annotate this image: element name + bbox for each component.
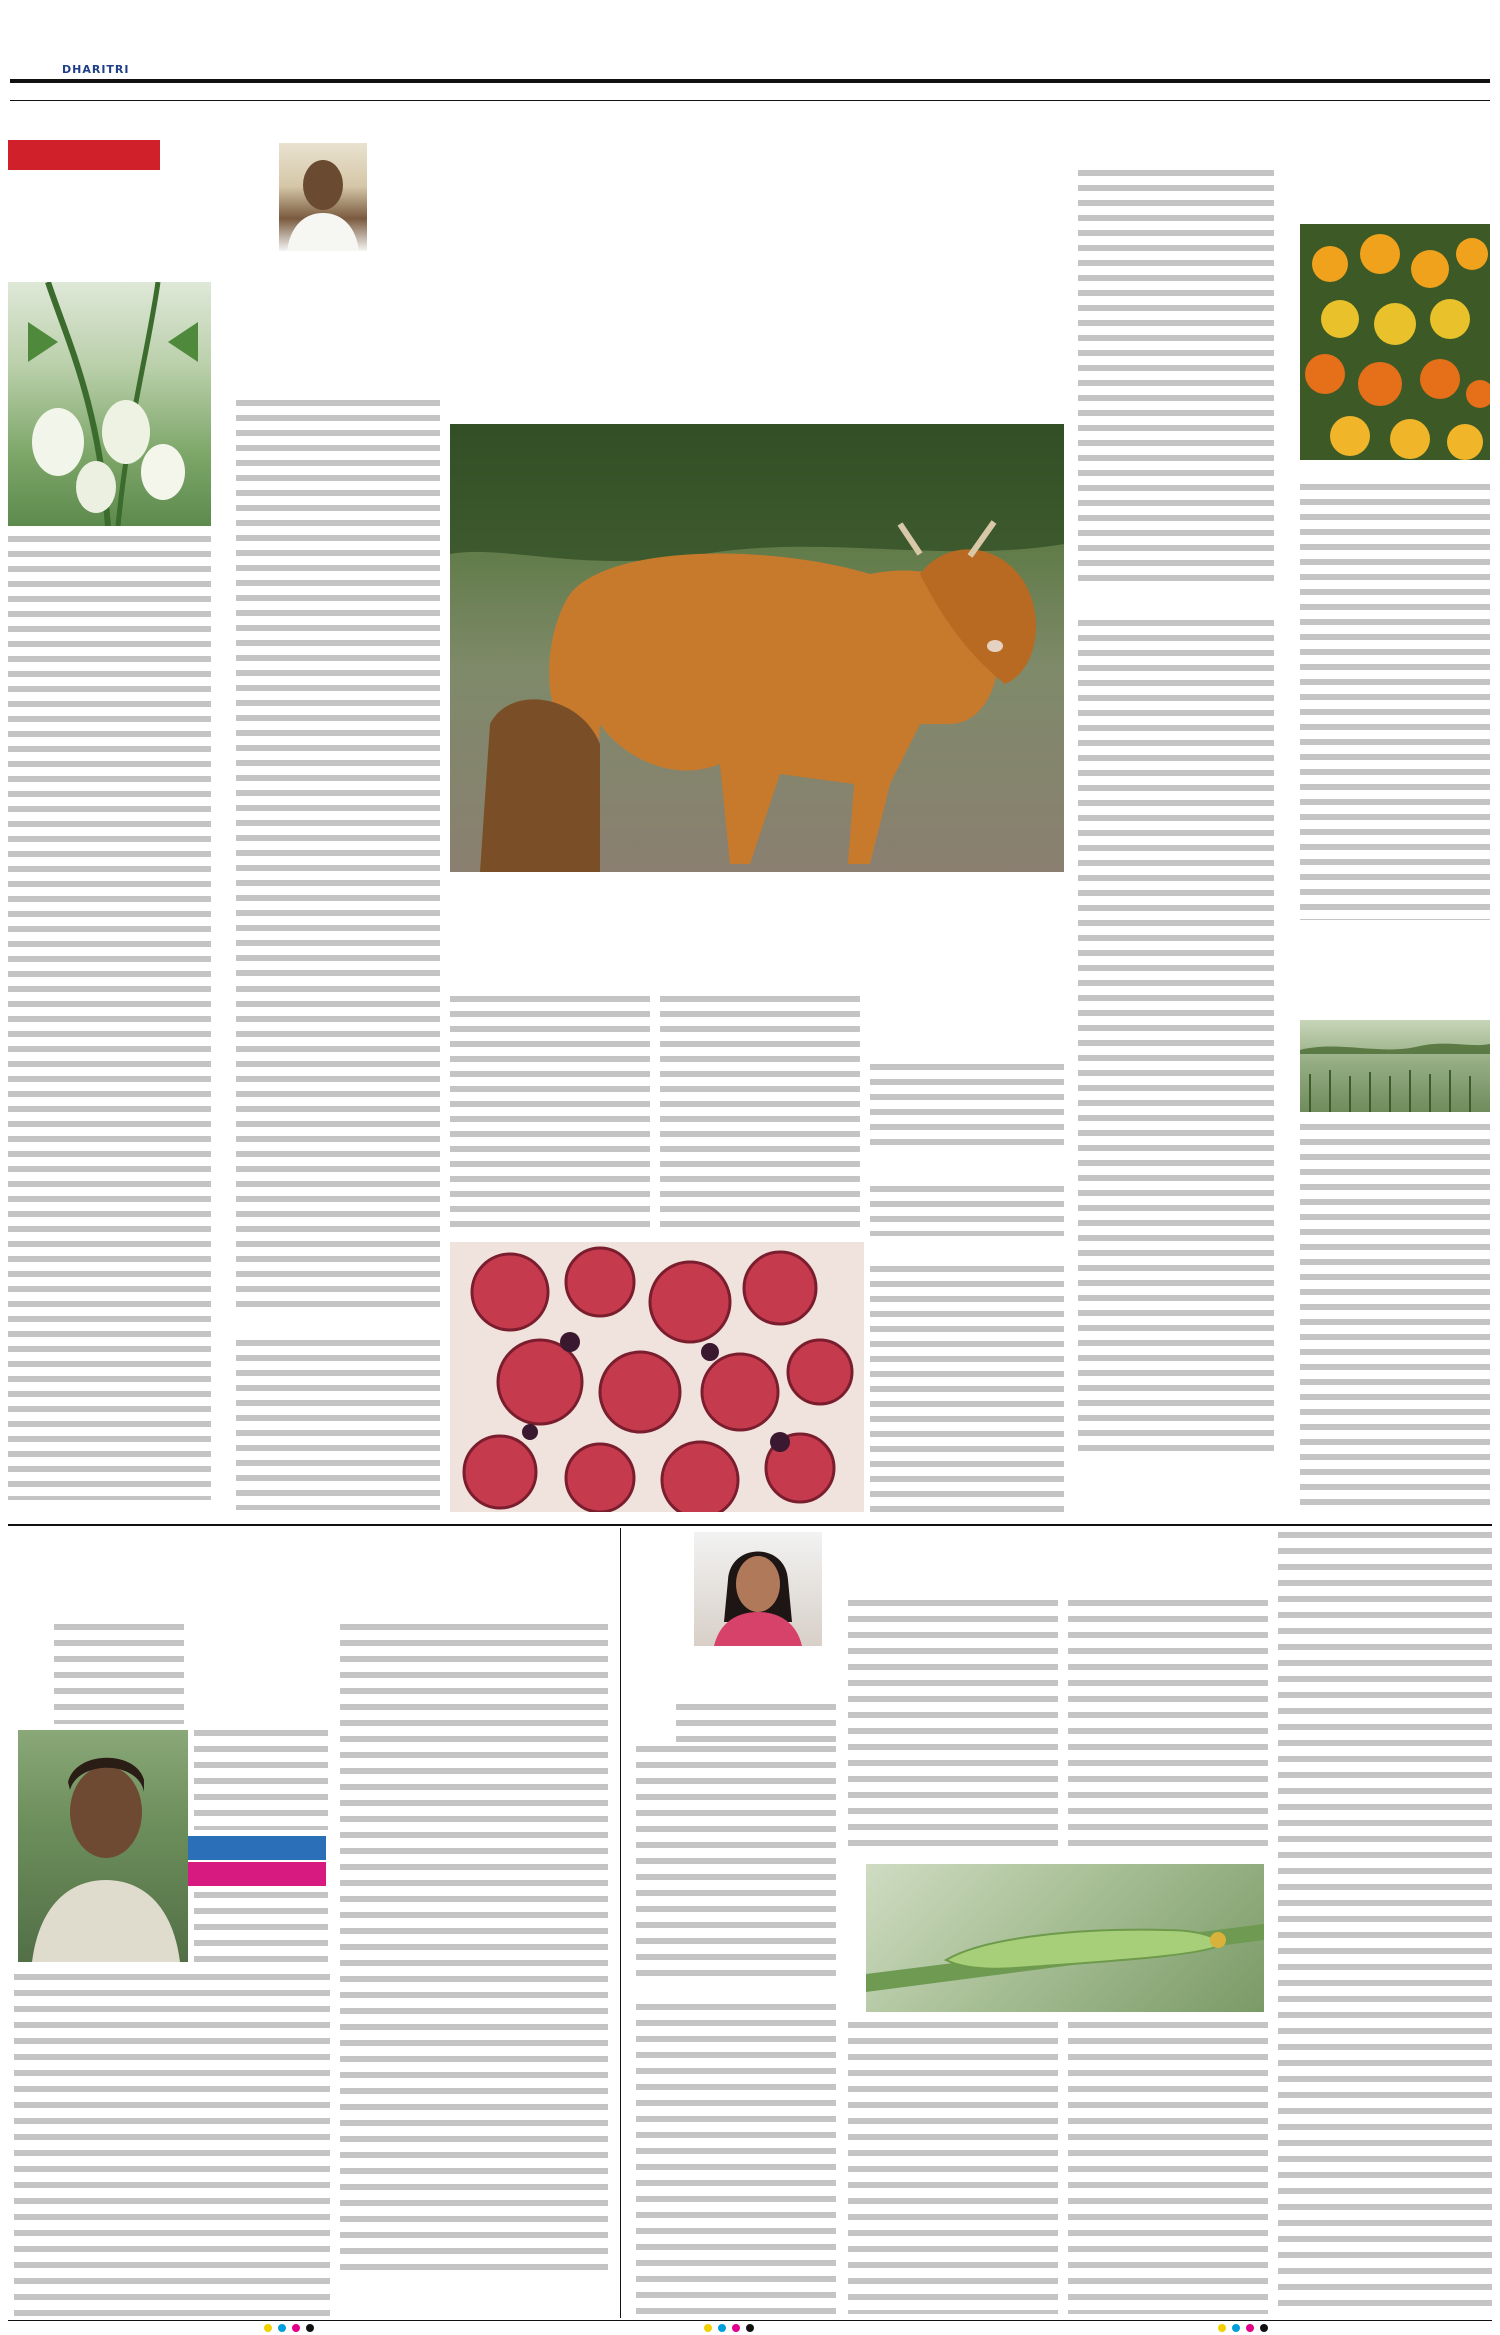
farmer-portrait-icon xyxy=(18,1730,188,1962)
section-divider xyxy=(8,1524,1492,1526)
brief-section-label xyxy=(8,140,160,170)
lead-body-col5 xyxy=(870,1064,1064,1154)
paddy-field-icon xyxy=(1300,1020,1490,1112)
bottom-column-divider xyxy=(620,1528,621,2318)
lead-body-col3 xyxy=(450,996,650,1236)
lead-subhead-dosage xyxy=(870,1160,1064,1182)
masthead-logo-roman: DHARITRI xyxy=(62,63,130,76)
section-page-title xyxy=(1150,8,1390,74)
leda-body-col4 xyxy=(1278,1532,1492,2314)
paddy-field-photo xyxy=(1300,1020,1490,1112)
farmer-caption-text2 xyxy=(198,1864,318,1884)
author-photo-leda xyxy=(694,1532,822,1646)
lead-body-col4 xyxy=(660,996,860,1236)
subhead-vaccination-method xyxy=(1078,594,1274,616)
lead-body-col2 xyxy=(236,986,440,1316)
right-body-text-b xyxy=(1078,620,1274,1460)
registration-marks xyxy=(0,2321,1500,2335)
lead-body-col2b xyxy=(236,1340,440,1510)
brinjal-plant-photo xyxy=(8,282,211,526)
brinjal-body-col1d xyxy=(14,1974,330,2320)
subhead-vaccine-storage xyxy=(1078,144,1274,166)
brinjal-byline xyxy=(480,2290,608,2314)
leda-body-col1b xyxy=(636,1746,836,1976)
marigold-flower-icon xyxy=(1300,224,1490,460)
marigold-body-text xyxy=(1300,484,1490,920)
farmer-photo xyxy=(18,1730,188,1962)
farmer-caption-text1 xyxy=(198,1838,318,1858)
brinjal-body-col1c xyxy=(194,1892,328,1970)
farmer-name-label xyxy=(188,1862,326,1886)
paddy-sowing-body-text xyxy=(1300,1124,1490,1512)
brinjal-headline xyxy=(14,1540,608,1608)
highlight-quote-box xyxy=(450,882,1064,990)
masthead-date xyxy=(16,82,316,100)
marigold-photo xyxy=(1300,224,1490,460)
cmyk-dots-right xyxy=(1218,2324,1268,2332)
right-author-signoff xyxy=(1120,1462,1274,1512)
leda-subhead-lifecycle xyxy=(636,1980,756,2000)
cmyk-dots-left xyxy=(264,2324,314,2332)
cow-calf-photo xyxy=(450,424,1064,872)
cow-photo-icon xyxy=(450,424,1064,872)
masthead-rule xyxy=(10,79,1490,83)
brinjal-drop-cap xyxy=(14,1620,50,1664)
author-caption-leda xyxy=(704,1656,814,1676)
blood-cells-icon xyxy=(450,1242,864,1512)
lead-body-col5b xyxy=(870,1186,1064,1236)
leda-author-portrait-icon xyxy=(694,1532,822,1646)
lead-body-col5c xyxy=(870,1266,1064,1512)
leda-subhead-management xyxy=(848,2282,948,2302)
brief-headline xyxy=(8,184,218,270)
cmyk-dots-center xyxy=(704,2324,754,2332)
right-body-text-a xyxy=(1078,170,1274,586)
caterpillar-photo xyxy=(866,1864,1264,2012)
masthead-rule-thin xyxy=(10,100,1490,101)
caterpillar-icon xyxy=(866,1864,1264,2012)
highlight-quote-text xyxy=(462,886,1052,986)
author-photo-lead xyxy=(279,143,367,251)
leda-body-col3b xyxy=(1068,2022,1268,2314)
lead-subhead-vaccine-method xyxy=(870,1240,1064,1262)
brinjal-body-col2 xyxy=(340,1624,608,2274)
lead-subhead-prevention xyxy=(236,1310,440,1336)
leda-body-col1c xyxy=(636,2004,836,2314)
paddy-sowing-headline xyxy=(1300,934,1492,1010)
lead-headline-line2 xyxy=(445,262,1065,356)
farmer-caption-label xyxy=(188,1836,326,1860)
lead-intro-text xyxy=(236,400,440,976)
author-portrait-icon xyxy=(279,143,367,251)
brief-section-label-text xyxy=(18,144,152,168)
lead-headline-line1 xyxy=(438,150,1078,244)
masthead xyxy=(0,0,1500,98)
masthead-logo-script xyxy=(52,2,202,64)
page-number xyxy=(1400,8,1490,74)
marigold-headline xyxy=(1302,140,1492,216)
leda-body-col3a xyxy=(1068,1600,1268,1850)
leda-body-col2b xyxy=(848,2022,1058,2314)
author-caption-lead xyxy=(278,258,398,278)
brinjal-fruit-icon xyxy=(8,282,211,526)
microscope-photo xyxy=(450,1242,864,1512)
brinjal-body-col1a xyxy=(54,1624,184,1724)
brief-body-text xyxy=(8,536,211,1500)
leda-subhead-damage xyxy=(636,1718,716,1738)
leda-body-col2a xyxy=(848,1600,1058,1850)
brinjal-body-col1b xyxy=(194,1730,328,1830)
